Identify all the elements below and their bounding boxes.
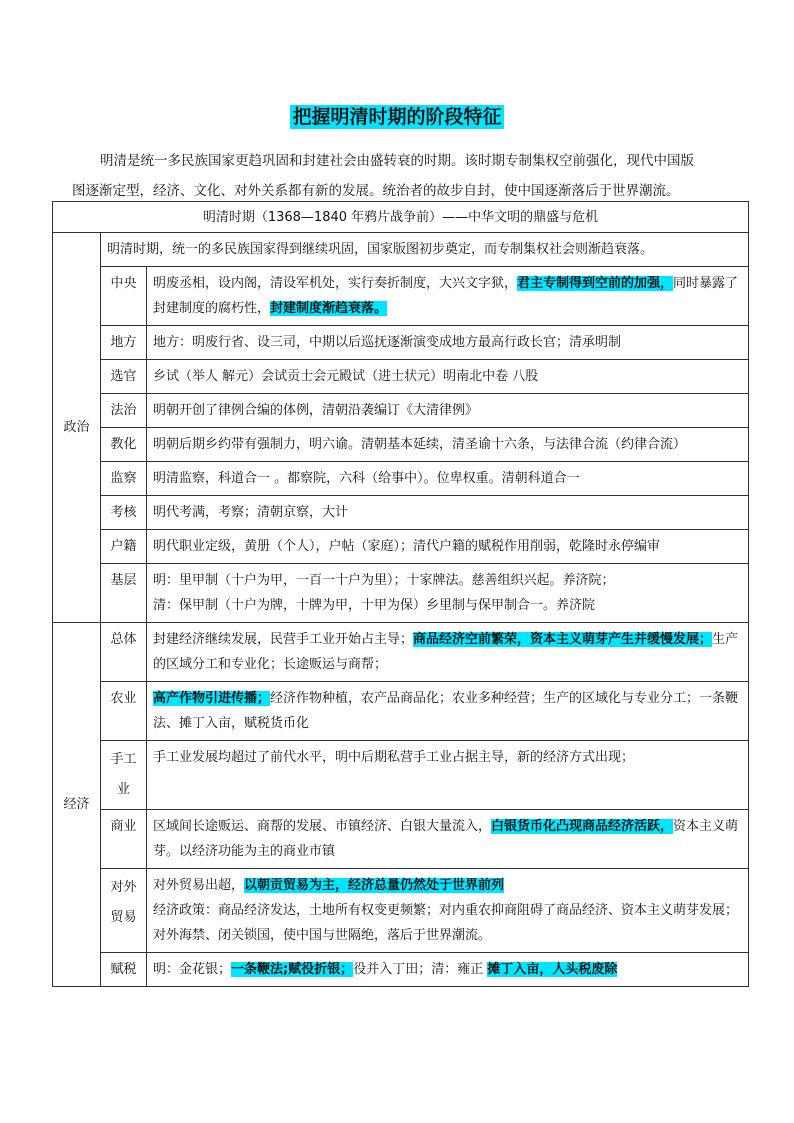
row-label: 户籍 [101,530,147,564]
highlighted-text: 一条鞭法;赋役折银； [231,962,354,977]
row-content [147,530,749,564]
row-label: 中央 [101,267,147,326]
row-label: 教化 [101,428,147,462]
cell-text: 明废丞相，设内阁，清设军机处，实行奏折制度，大兴文字狱， [153,276,518,291]
row-content [147,428,749,462]
row-label: 基层 [101,564,147,623]
intro-line-2: 图逐渐定型，经济、文化、对外关系都有新的发展。统治者的故步自封，使中国逐渐落后于世界潮流。 [72,183,680,199]
table-row [53,741,749,810]
table-row [53,462,749,496]
highlighted-text: 君主专制得到空前的加强， [517,276,674,291]
row-label: 地方 [101,326,147,360]
cell-text: 对外贸易出超， [153,878,245,893]
highlighted-text: 商品经济空前繁荣，资本主义萌芽产生并缓慢发展； [413,632,713,647]
cell-line: 清：保甲制（十户为牌，十牌为甲，十甲为保）乡里制与保甲制合一。养济院 [153,598,596,613]
period-table [52,201,749,987]
row-label: 农业 [101,682,147,741]
cell-line: 经济政策：商品经济发达，土地所有权变更频繁；对内重农抑商阻碍了商品经济、资本主义萌芽发展；对外海禁、闭关锁国，使中国与世隔绝，落后于世界潮流。 [153,903,739,943]
cell-text: 同时暴露了封建制度的腐朽性， [153,276,739,316]
table-row [53,953,749,987]
cell-text: 明：金花银； [153,962,232,977]
cell-text: 明朝后期乡约带有强制力，明六谕。清朝基本延续，清圣谕十六条，与法律合流（约律合流） [153,437,687,452]
cell-text: 明代考满，考察；清朝京察，大计 [153,505,349,520]
highlighted-text: 封建制度渐趋衰落。 [270,301,388,316]
row-content [147,953,749,987]
cell-text: 明代职业定级，黄册（个人），户帖（家庭）；清代户籍的赋税作用削弱，乾隆时永停编审 [153,539,661,554]
highlighted-text: 高产作物引进传播； [153,691,271,706]
table-header: 明清时期（1368—1840 年鸦片战争前）——中华文明的鼎盛与危机 [53,202,749,233]
row-content [147,462,749,496]
table-row [53,623,749,682]
cell-text: 地方：明废行省、设三司，中期以后巡抚逐渐演变成地方最高行政长官；清承明制 [153,335,622,350]
table-row [53,233,749,267]
row-label: 对外贸易 [101,869,147,953]
cell-text: 区域间长途贩运、商帮的发展、市镇经济、白银大量流入， [153,819,492,834]
row-content [147,326,749,360]
category-economy: 经济 [53,623,101,987]
cell-text: 乡试（举人 解元）会试贡士会元殿试（进士状元）明南北中卷 八股 [153,369,539,384]
table-row [53,810,749,869]
row-label: 手工业 [101,741,147,810]
table-row [53,530,749,564]
category-politics: 政治 [53,233,101,623]
row-content [147,360,749,394]
highlighted-text: 白银货币化凸现商品经济活跃， [491,819,674,834]
highlighted-text: 以朝贡贸易为主，经济总量仍然处于世界前列 [244,878,505,893]
table-row [53,394,749,428]
table-row [53,496,749,530]
page-title: 把握明清时期的阶段特征 [292,106,502,128]
row-content [147,810,749,869]
row-content [147,869,749,953]
row-label: 总体 [101,623,147,682]
row-label: 法治 [101,394,147,428]
row-content [147,267,749,326]
cell-text: 资本主义萌芽。以经济功能为主的商业市镇 [153,819,739,859]
table-row [53,428,749,462]
cell-text: 明朝开创了律例合编的体例，清朝沿袭编订《大清律例》 [153,403,479,418]
row-content [147,564,749,623]
table-header-row [53,202,749,233]
table-row [53,267,749,326]
table-row [53,869,749,953]
row-label: 考核 [101,496,147,530]
cell-text: 生产的区域分工和专业化；长途贩运与商帮； [153,632,739,672]
cell-text: 明清监察，科道合一 。都察院，六科（给事中）。位卑权重。清朝科道合一 [153,471,580,486]
row-label: 商业 [101,810,147,869]
cell-line [153,873,742,898]
table-row [53,326,749,360]
intro-paragraph [72,146,732,206]
row-content [147,623,749,682]
table-row [53,682,749,741]
row-label: 选官 [101,360,147,394]
cell-text: 经济作物种植，农产品商品化；农业多种经营；生产的区域化与专业分工；一条鞭法、摊丁入亩，赋税货币化 [153,691,739,731]
politics-summary: 明清时期，统一的多民族国家得到继续巩固，国家版图初步奠定，而专制集权社会则渐趋衰落。 [101,233,749,267]
row-content [147,496,749,530]
row-content [147,741,749,810]
intro-line-1: 明清是统一多民族国家更趋巩固和封建社会由盛转衰的时期。该时期专制集权空前强化，现代中国版 [100,153,694,169]
table-row [53,360,749,394]
table-row [53,564,749,623]
highlighted-text: 摊丁入亩，人头税废除 [487,962,618,977]
cell-line: 明：里甲制（十户为甲，一百一十户为里）；十家牌法。慈善组织兴起。养济院； [153,573,615,588]
row-content [147,394,749,428]
row-label: 赋税 [101,953,147,987]
row-content [147,682,749,741]
cell-text: 手工业发展均超过了前代水平，明中后期私营手工业占据主导，新的经济方式出现； [153,750,635,765]
row-label: 监察 [101,462,147,496]
cell-text: 役并入丁田；清：雍正 [353,962,488,977]
cell-text: 封建经济继续发展，民营手工业开始占主导； [153,632,414,647]
